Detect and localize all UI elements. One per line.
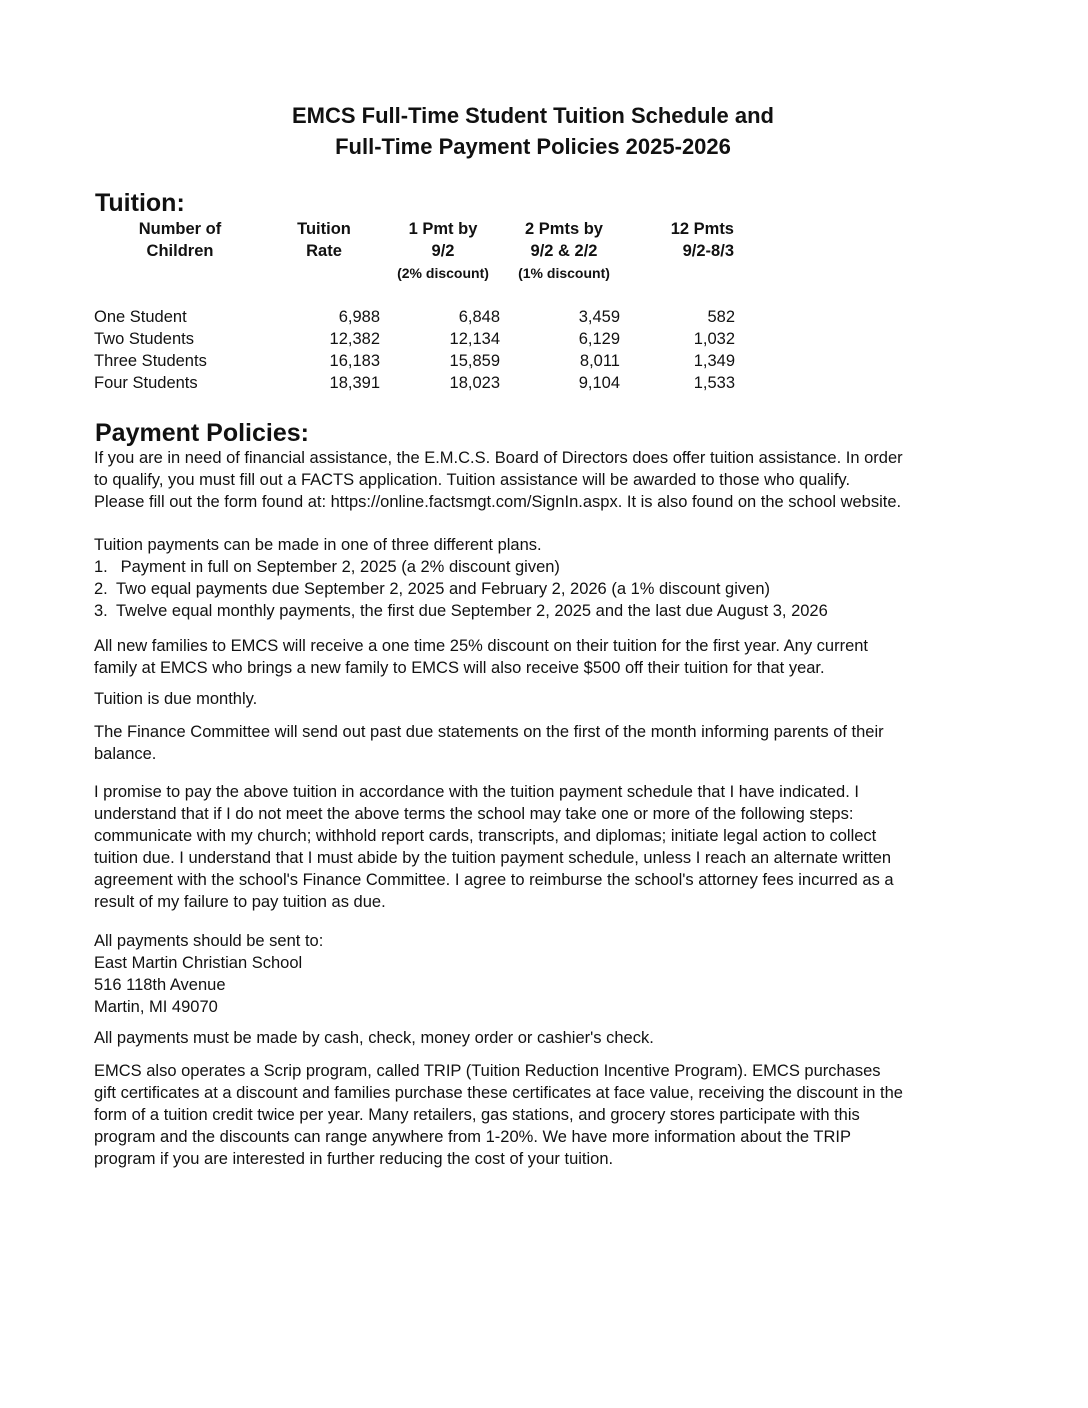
list-item: 1. Payment in full on September 2, 2025 (a 2% discount given) [94,558,560,576]
one-payment-cell: 6,848 [458,308,500,326]
column-header-children: Number of Children [138,220,222,260]
table-row [0,372,1088,394]
promise-paragraph: I promise to pay the above tuition in accordance with the tuition payment schedule that I have indicated. I understand that if I do not meet the above terms the school may take one or more of the following steps: communicate with my church; withhold report cards, transcripts, and diplomas; initiate legal action to collect tuition due. I understand that I must abide by the tuition payment schedule, unless I reach an alternate written agreement with the school's Finance Committee. I agree to reimburse the school's attorney fees incurred as a result of my failure to pay tuition as due. [94,783,894,911]
payment-policies-heading: Payment Policies: [95,419,309,447]
column-header-twelve-payments: 12 Pmts 9/2-8/3 [670,220,734,260]
payment-methods-paragraph: All payments must be made by cash, check, money order or cashier's check. [94,1029,654,1047]
financial-assistance-paragraph: If you are in need of financial assistance, the E.M.C.S. Board of Directors does offer tuition assistance. In order to qualify, you must fill out a FACTS application. Tuition assistance will be awarded to those who qualify. Please fill out the form found at: https://online.factsmgt.com/SignIn.aspx. It is also found on the school website. [94,449,903,511]
title-line-1: EMCS Full-Time Student Tuition Schedule and [292,103,774,128]
column-header-one-payment: 1 Pmt by 9/2 (2% discount) [397,220,489,281]
tuition-heading: Tuition: [95,189,185,217]
table-row [0,350,1088,372]
tuition-rate-cell: 6,988 [338,308,380,326]
table-row [0,306,1088,328]
tuition-rate-cell: 12,382 [329,330,380,348]
row-label: Three Students [94,352,207,370]
table-row [0,328,1088,350]
one-payment-cell: 12,134 [449,330,500,348]
twelve-payments-cell: 1,032 [693,330,735,348]
twelve-payments-cell: 582 [707,308,735,326]
list-item: 3. Twelve equal monthly payments, the first due September 2, 2025 and the last due August 3, 2026 [94,602,828,620]
two-payments-cell: 8,011 [579,352,620,370]
tuition-rate-cell: 18,391 [329,374,380,392]
one-payment-cell: 18,023 [449,374,500,392]
two-payments-cell: 9,104 [578,374,620,392]
payment-plans [94,534,994,622]
column-header-two-payments: 2 Pmts by 9/2 & 2/2 (1% discount) [518,220,610,281]
row-label: Four Students [94,374,198,392]
tuition-table [0,306,1088,394]
title-line-2: Full-Time Payment Policies 2025-2026 [335,134,731,159]
twelve-payments-cell: 1,533 [693,374,735,392]
list-item: 2. Two equal payments due September 2, 2025 and February 2, 2026 (a 1% discount given) [94,580,770,598]
row-label: One Student [94,308,187,326]
new-families-paragraph: All new families to EMCS will receive a one time 25% discount on their tuition for the first year. Any current family at EMCS who brings a new family to EMCS will also receive $500 off their tuition for that year. [94,637,869,677]
twelve-payments-cell: 1,349 [693,352,735,370]
plans-intro: Tuition payments can be made in one of three different plans. [94,536,542,554]
due-monthly-paragraph: Tuition is due monthly. [94,690,258,708]
mailing-address: All payments should be sent to: East Martin Christian School 516 118th Avenue Martin, MI 49070 [94,932,324,1016]
one-payment-cell: 15,859 [449,352,500,370]
finance-committee-paragraph: The Finance Committee will send out past due statements on the first of the month informing parents of their balance. [94,723,884,763]
column-header-rate: Tuition Rate [297,220,351,260]
tuition-rate-cell: 16,183 [329,352,380,370]
row-label: Two Students [94,330,194,348]
scrip-program-paragraph: EMCS also operates a Scrip program, called TRIP (Tuition Reduction Incentive Program). EMCS purchases gift certificates at a discount and families purchase these certificates at face value, receiving the discount in the form of a tuition credit twice per year. Many retailers, gas stations, and grocery stores participate with this program and the discounts can range anywhere from 1-20%. We have more information about the TRIP program if you are interested in further reducing the cost of your tuition. [94,1062,903,1168]
page-title [0,100,1066,162]
two-payments-cell: 6,129 [578,330,620,348]
two-payments-cell: 3,459 [578,308,620,326]
